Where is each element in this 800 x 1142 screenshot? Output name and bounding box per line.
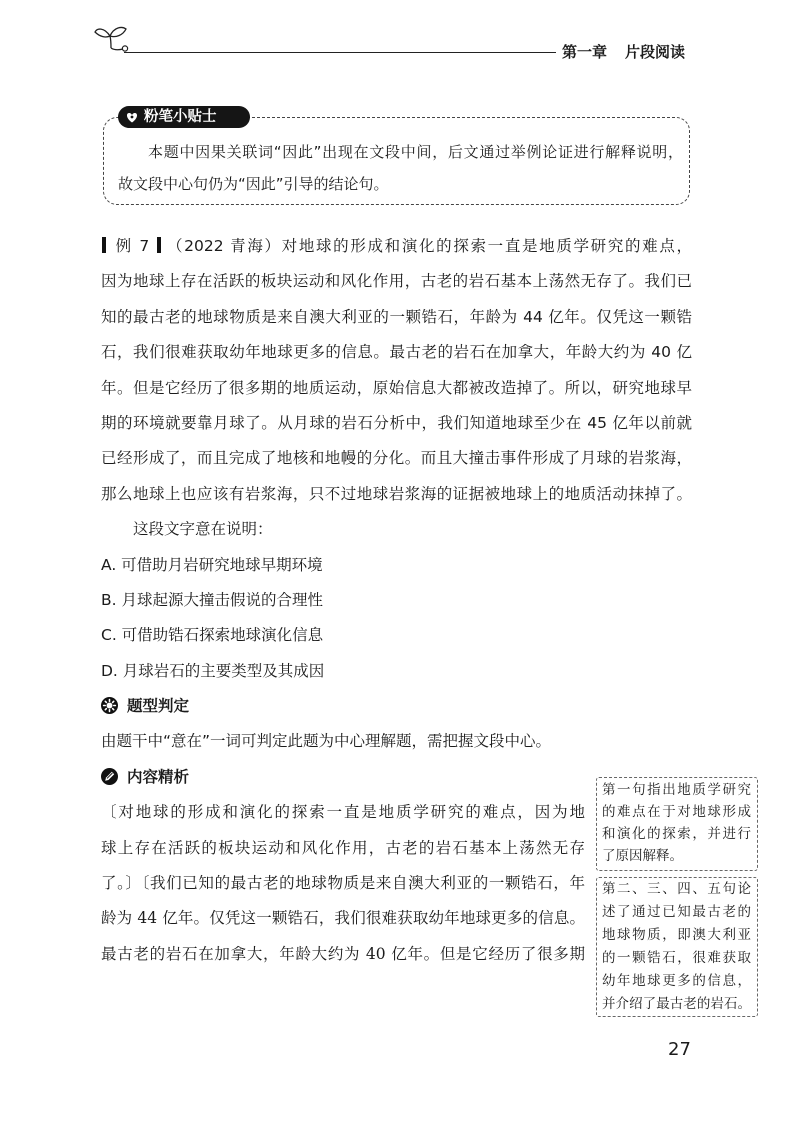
example-text: 对地球的形成和演化的探索一直是地质学研究的难点， (281, 237, 692, 255)
example-marker-left (102, 237, 106, 253)
analysis-text-line: 最古老的岩石在加拿大，年龄大约为 40 亿年。但是它经历了很多期 (101, 944, 585, 963)
example-text-line: 因为地球上存在活跃的板块运动和风化作用，古老的岩石基本上荡然无存了。我们已 (101, 272, 692, 291)
question-prompt: 这段文字意在说明： (133, 520, 273, 539)
example-text-line (101, 229, 692, 264)
sprout-icon (92, 22, 130, 52)
chapter-number: 第一章 (562, 43, 608, 61)
gear-icon (101, 697, 118, 714)
option-a: A. 可借助月岩研究地球早期环境 (101, 555, 323, 574)
page-number: 27 (668, 1039, 691, 1060)
note-line: 第一句指出地质学研究 (602, 782, 751, 798)
pencil-icon (101, 768, 118, 785)
example-text-line: 期的环境就要靠月球了。从月球的岩石分析中，我们知道地球至少在 45 亿年以前就 (101, 413, 692, 432)
example-source: （2022 青海） (165, 237, 282, 255)
option-c: C. 可借助锆石探索地球演化信息 (101, 626, 324, 645)
example-text-line: 那么地球上也应该有岩浆海，只不过地球岩浆海的证据被地球上的地质活动抹掉了。 (101, 484, 692, 503)
option-d: D. 月球岩石的主要类型及其成因 (101, 661, 325, 680)
example-marker-right (157, 237, 161, 253)
example-text-line: 已经形成了，而且完成了地核和地幔的分化。而且大撞击事件形成了月球的岩浆海， (101, 449, 692, 468)
note-line: 地球物质，即澳大利亚 (602, 927, 751, 943)
type-judgement-heading (101, 689, 692, 724)
option-b: B. 月球起源大撞击假说的合理性 (101, 590, 323, 609)
heart-icon (124, 109, 140, 125)
analysis-text-line: 龄为 44 亿年。仅凭这一颗锆石，我们很难获取幼年地球更多的信息。 (101, 909, 585, 928)
note-line: 了原因解释。 (602, 848, 683, 864)
note-line: 述了通过已知最古老的 (602, 904, 751, 920)
analysis-text-line: 球上存在活跃的板块运动和风化作用，古老的岩石基本上荡然无存 (101, 838, 585, 857)
note-line: 的难点在于对地球形成 (602, 804, 751, 820)
note-line: 和演化的探索，并进行 (602, 826, 751, 842)
note-line: 并介绍了最古老的岩石。 (602, 996, 751, 1012)
example-text-line: 知的最古老的地球物质是来自澳大利亚的一颗锆石，年龄为 44 亿年。仅凭这一颗锆 (101, 307, 692, 326)
tip-box (103, 109, 690, 205)
margin-note-1 (596, 777, 758, 871)
type-judgement-text: 由题干中“意在”一词可判定此题为中心理解题，需把握文段中心。 (101, 732, 552, 751)
note-line: 第二、三、四、五句论 (602, 881, 751, 897)
analysis-text-line: 〔对地球的形成和演化的探索一直是地质学研究的难点，因为地 (101, 803, 585, 822)
tip-title: 粉笔小贴士 (144, 109, 217, 125)
margin-note-2 (596, 877, 758, 1017)
note-line: 的一颗锆石，很难获取 (602, 950, 751, 966)
example-label: 例 7 (114, 237, 150, 255)
tip-badge (118, 106, 250, 128)
note-line: 幼年地球更多的信息， (602, 973, 751, 989)
tip-text-line: 本题中因果关联词“因此”出现在文段中间，后文通过举例论证进行解释说明， (148, 143, 683, 161)
analysis-text-line: 了。〕〔我们已知的最古老的地球物质是来自澳大利亚的一颗锆石，年 (101, 874, 585, 893)
analysis-title: 内容精析 (127, 767, 190, 786)
chapter-title (562, 42, 685, 62)
header-rule (124, 52, 556, 53)
section-name: 片段阅读 (625, 43, 686, 61)
example-text-line: 石，我们很难获取幼年地球更多的信息。最古老的岩石在加拿大，年龄大约为 40 亿 (101, 343, 692, 362)
tip-text-line: 故文段中心句仍为“因此”引导的结论句。 (118, 175, 389, 193)
example-text-line: 年。但是它经历了很多期的地质运动，原始信息大都被改造掉了。所以，研究地球早 (101, 378, 692, 397)
type-judgement-title: 题型判定 (127, 697, 190, 716)
